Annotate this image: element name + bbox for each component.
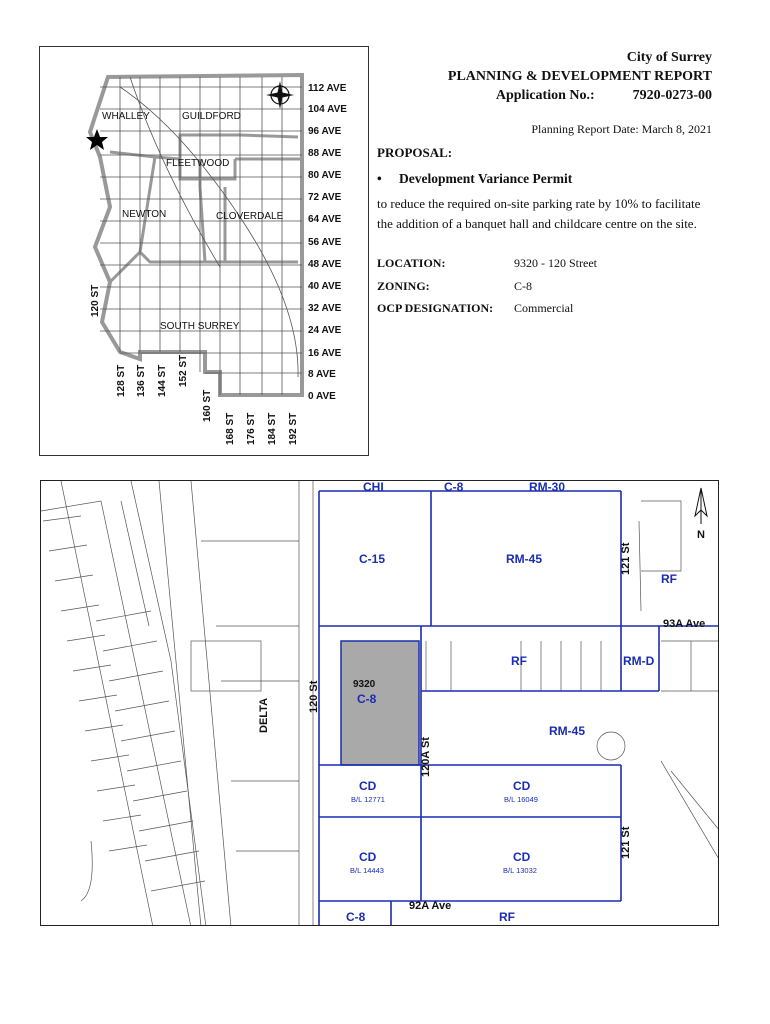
zone-bylaw-cd1: B/L 12771 <box>351 795 385 804</box>
street-label: 136 ST <box>136 364 147 397</box>
avenue-label: 80 AVE <box>308 170 342 181</box>
avenue-label: 96 AVE <box>308 126 342 137</box>
street-label-121-st-top: 121 St <box>620 542 632 575</box>
compass-icon <box>266 81 294 109</box>
city-name: City of Surrey <box>626 50 712 65</box>
report-header <box>448 48 712 105</box>
avenue-label: 88 AVE <box>308 148 342 159</box>
avenue-label: 0 AVE <box>308 391 336 402</box>
detail-label: OCP DESIGNATION: <box>377 301 494 315</box>
zone-bylaw-cd2: B/L 16049 <box>504 795 538 804</box>
subject-property <box>341 641 419 765</box>
zone-label-rf-mid: RF <box>511 654 527 668</box>
bullet-marker: • <box>377 171 382 186</box>
proposal-bullet <box>377 171 572 187</box>
city-boundary <box>90 75 302 395</box>
site-map-drawing <box>41 481 719 926</box>
subject-address: 9320 <box>353 679 376 690</box>
detail-value: 9320 - 120 Street <box>514 256 597 270</box>
detail-value: Commercial <box>514 301 574 315</box>
street-label: 176 ST <box>246 412 257 445</box>
zone-label-c15: C-15 <box>359 552 386 566</box>
application-number-row <box>448 86 712 105</box>
zone-label-chi: CHI <box>363 481 384 494</box>
north-arrow-icon <box>695 488 707 541</box>
zone-label-c8-top: C-8 <box>444 481 464 494</box>
north-label: N <box>697 529 705 541</box>
street-label: 168 ST <box>225 412 236 445</box>
avenue-label: 104 AVE <box>308 104 347 115</box>
street-label-120a-st: 120A St <box>420 737 432 777</box>
street-label: 144 ST <box>157 364 168 397</box>
zone-label-cd2: CD <box>513 779 531 793</box>
zone-label-cd4: CD <box>513 850 531 864</box>
report-type: PLANNING & DEVELOPMENT REPORT <box>447 69 712 84</box>
proposal-bullet-text: Development Variance Permit <box>399 171 573 186</box>
zone-label-rm45-top: RM-45 <box>506 552 543 566</box>
avenue-label: 24 AVE <box>308 325 342 336</box>
street-label: 192 ST <box>288 412 299 445</box>
area-label-cloverdale: CLOVERDALE <box>216 211 284 222</box>
avenue-label: 112 AVE <box>308 83 347 94</box>
avenue-label: 64 AVE <box>308 214 342 225</box>
area-label-whalley: WHALLEY <box>102 111 150 122</box>
detail-label: ZONING: <box>377 279 430 293</box>
avenue-label: 32 AVE <box>308 303 342 314</box>
avenue-label: 8 AVE <box>308 369 336 380</box>
proposal-label: PROPOSAL: <box>377 145 453 160</box>
avenue-label: 48 AVE <box>308 259 342 270</box>
avenue-label: 16 AVE <box>308 348 342 359</box>
street-label: 120 ST <box>90 284 101 317</box>
street-label: 184 ST <box>267 412 278 445</box>
zone-bylaw-cd3: B/L 14443 <box>350 866 384 875</box>
street-label-delta: DELTA <box>258 697 270 733</box>
locator-map <box>39 46 369 456</box>
application-number: 7920-0273-00 <box>632 88 712 103</box>
proposal-description: to reduce the required on-site parking rate by 10% to facilitate the addition of a banquet hall and childcare centre on the site. <box>377 196 701 231</box>
avenue-labels <box>308 83 347 402</box>
street-label: 152 ST <box>178 354 189 387</box>
zone-label-cd3: CD <box>359 850 377 864</box>
avenue-label: 40 AVE <box>308 281 342 292</box>
area-label-newton: NEWTON <box>122 209 167 220</box>
zone-label-rm45-mid: RM-45 <box>549 724 586 738</box>
zone-label-cd1: CD <box>359 779 377 793</box>
street-label-92a-ave: 92A Ave <box>409 900 452 912</box>
road-grid <box>100 77 302 395</box>
avenue-label: 56 AVE <box>308 237 342 248</box>
locator-map-drawing <box>40 47 370 457</box>
street-label: 128 ST <box>116 364 127 397</box>
zone-label-rm-d: RM-D <box>623 654 655 668</box>
zone-label-c8-bottom: C-8 <box>346 910 366 924</box>
zone-bylaw-cd4: B/L 13032 <box>503 866 537 875</box>
area-label-fleetwood: FLEETWOOD <box>166 158 230 169</box>
application-number-label: Application No.: <box>495 88 595 103</box>
zone-label-rf-right: RF <box>661 572 677 586</box>
site-map <box>40 480 719 926</box>
area-label-south-surrey: SOUTH SURREY <box>160 321 240 332</box>
zone-label-rm30: RM-30 <box>529 481 566 494</box>
detail-label: LOCATION: <box>377 256 446 270</box>
street-label: 160 ST <box>202 389 213 422</box>
area-label-guildford: GUILDFORD <box>182 111 241 122</box>
detail-value: C-8 <box>514 279 532 293</box>
avenue-label: 72 AVE <box>308 192 342 203</box>
report-date: Planning Report Date: March 8, 2021 <box>531 122 712 136</box>
zone-label-rf-bottom: RF <box>499 910 515 924</box>
street-label-121-st-bottom: 121 St <box>620 826 632 859</box>
street-label-93a-ave: 93A Ave <box>663 618 706 630</box>
subject-zone: C-8 <box>357 692 377 706</box>
street-label-120-st: 120 St <box>308 680 320 713</box>
